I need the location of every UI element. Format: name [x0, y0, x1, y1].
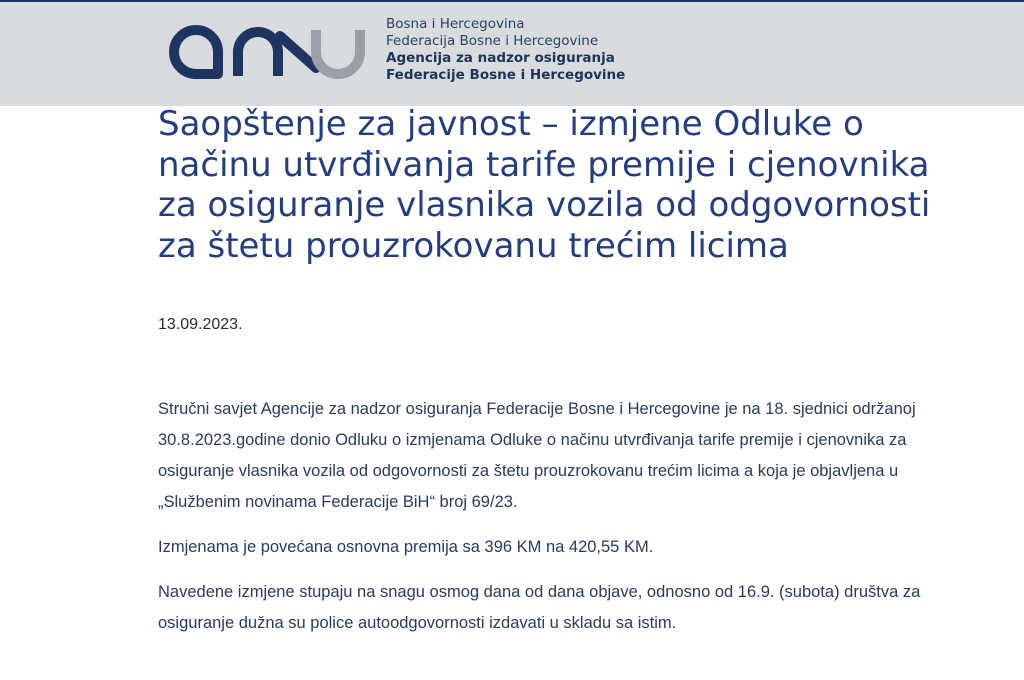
logo-mark-icon	[168, 22, 378, 82]
article-date: 13.09.2023.	[158, 316, 243, 333]
agency-line-name: Agencija za nadzor osiguranja	[386, 50, 615, 66]
article-paragraph-1: Stručni savjet Agencije za nadzor osiguranja Federacije Bosne i Hercegovine je na 18. sjednici održanoj 30.8.2023.godine donio Odluku o izmjenama Odluke o načinu utvrđivanja tarife premije i cjenovnika za osiguranje vlasnika vozila od odgovornosti za štetu prouzrokovanu trećim licima a koja je objavljena u „Službenim novinama Federacije BiH“ broj 69/23.	[158, 400, 916, 511]
article-paragraph-2: Izmjenama je povećana osnovna premija sa 396 KM na 420,55 KM.	[158, 538, 654, 556]
agency-line-name-suffix: Federacije Bosne i Hercegovine	[386, 67, 626, 83]
agency-name-block	[386, 16, 625, 84]
article-title: Saopštenje za javnost – izmjene Odluke o načinu utvrđivanja tarife premije i cjenovnika za osiguranje vlasnika vozila od odgovornosti za štetu prouzrokovanu trećim licima	[158, 104, 931, 266]
article-body	[158, 394, 948, 653]
agency-line-country: Bosna i Hercegovina	[386, 16, 525, 32]
agency-line-federation: Federacija Bosne i Hercegovine	[386, 33, 599, 49]
site-header	[0, 2, 1024, 106]
article-paragraph-3: Navedene izmjene stupaju na snagu osmog dana od dana objave, odnosno od 16.9. (subota) društva za osiguranje dužna su police autoodgovornosti izdavati u skladu sa istim.	[158, 583, 921, 632]
agency-logo[interactable]	[168, 22, 378, 82]
